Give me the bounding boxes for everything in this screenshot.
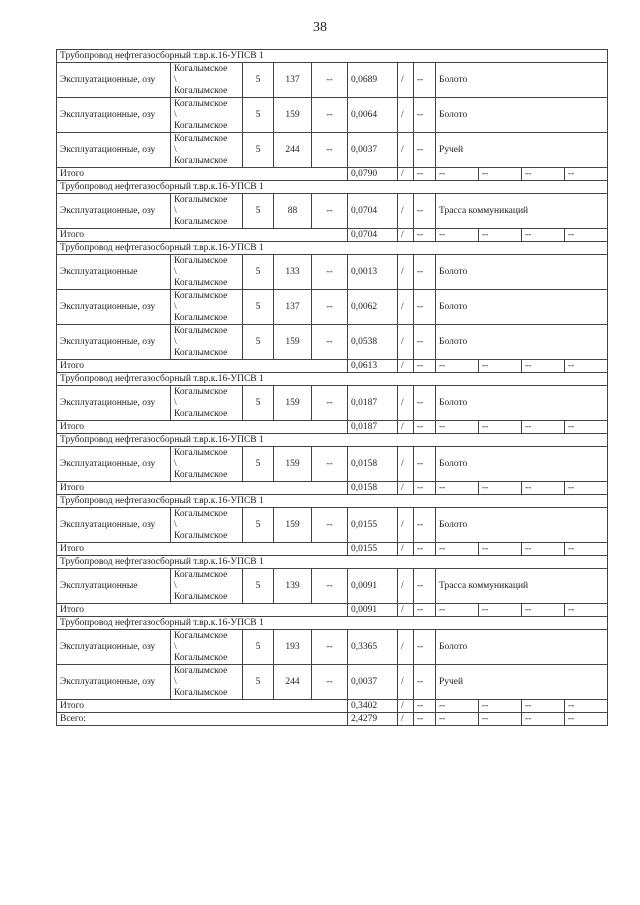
slash: / xyxy=(398,665,414,700)
grand-total-value: 2,4279 xyxy=(348,713,398,726)
slash: / xyxy=(398,447,414,482)
col3-value: 5 xyxy=(243,133,274,168)
col5-value: -- xyxy=(312,386,348,421)
dash-cell: -- xyxy=(414,290,436,325)
region-text: \ xyxy=(174,74,177,85)
land-type: Трасса коммуникаций xyxy=(436,194,608,229)
col3-value: 5 xyxy=(243,63,274,98)
land-type: Болото xyxy=(436,63,608,98)
col5-value: -- xyxy=(312,290,348,325)
col3-value: 5 xyxy=(243,569,274,604)
dash-cell: -- xyxy=(436,543,479,556)
plot-number: 137 xyxy=(274,63,312,98)
col5-value: -- xyxy=(312,63,348,98)
dash-cell: -- xyxy=(565,482,608,495)
area-value: 0,3365 xyxy=(348,630,398,665)
col5-value: -- xyxy=(312,255,348,290)
col5-value: -- xyxy=(312,325,348,360)
pipeline-header-row xyxy=(57,181,608,194)
pipeline-header-row xyxy=(57,373,608,386)
pipeline-title: Трубопровод нефтегазосборный т.вр.к.16-УПСВ 1 xyxy=(57,50,608,63)
dash-cell: -- xyxy=(414,713,436,726)
table-row xyxy=(57,290,608,325)
dash-cell: -- xyxy=(436,229,479,242)
dash-cell: -- xyxy=(565,604,608,617)
col3-value: 5 xyxy=(243,290,274,325)
total-row xyxy=(57,229,608,242)
area-value: 0,0155 xyxy=(348,508,398,543)
table-row xyxy=(57,386,608,421)
dash-cell: -- xyxy=(522,360,565,373)
total-row xyxy=(57,543,608,556)
plot-number: 244 xyxy=(274,133,312,168)
slash: / xyxy=(398,421,414,434)
dash-cell: -- xyxy=(414,604,436,617)
region-text: Когалымское xyxy=(174,687,228,698)
region-text: \ xyxy=(174,205,177,216)
col5-value: -- xyxy=(312,569,348,604)
region-text: \ xyxy=(174,144,177,155)
land-type: Болото xyxy=(436,630,608,665)
dash-cell: -- xyxy=(436,168,479,181)
col5-value: -- xyxy=(312,98,348,133)
region-text: \ xyxy=(174,676,177,687)
region-cell xyxy=(171,194,243,229)
dash-cell: -- xyxy=(414,386,436,421)
slash: / xyxy=(398,713,414,726)
area-value: 0,0538 xyxy=(348,325,398,360)
total-label: Итого xyxy=(57,229,348,242)
plot-number: 193 xyxy=(274,630,312,665)
dash-cell: -- xyxy=(414,98,436,133)
slash: / xyxy=(398,63,414,98)
region-text: Когалымское xyxy=(174,290,228,301)
table-row xyxy=(57,630,608,665)
dash-cell: -- xyxy=(414,421,436,434)
land-category: Эксплуатационные, озу xyxy=(57,665,171,700)
pipeline-title: Трубопровод нефтегазосборный т.вр.к.16-УПСВ 1 xyxy=(57,181,608,194)
region-cell xyxy=(171,665,243,700)
land-category: Эксплуатационные xyxy=(57,255,171,290)
total-row xyxy=(57,360,608,373)
dash-cell: -- xyxy=(436,700,479,713)
area-value: 0,0064 xyxy=(348,98,398,133)
table-row xyxy=(57,325,608,360)
region-text: Когалымское xyxy=(174,386,228,397)
pipeline-header-row xyxy=(57,434,608,447)
total-value: 0,3402 xyxy=(348,700,398,713)
area-value: 0,0091 xyxy=(348,569,398,604)
region-cell xyxy=(171,255,243,290)
region-text: Когалымское xyxy=(174,325,228,336)
area-value: 0,0704 xyxy=(348,194,398,229)
col3-value: 5 xyxy=(243,665,274,700)
land-category: Эксплуатационные, озу xyxy=(57,98,171,133)
dash-cell: -- xyxy=(522,482,565,495)
region-text: Когалымское xyxy=(174,408,228,419)
col5-value: -- xyxy=(312,665,348,700)
region-cell xyxy=(171,290,243,325)
region-text: Когалымское xyxy=(174,155,228,166)
table-row xyxy=(57,569,608,604)
area-value: 0,0158 xyxy=(348,447,398,482)
dash-cell: -- xyxy=(414,700,436,713)
total-label: Итого xyxy=(57,604,348,617)
land-category: Эксплуатационные, озу xyxy=(57,508,171,543)
pipeline-title: Трубопровод нефтегазосборный т.вр.к.16-УПСВ 1 xyxy=(57,242,608,255)
plot-number: 159 xyxy=(274,98,312,133)
land-category: Эксплуатационные, озу xyxy=(57,447,171,482)
land-type: Болото xyxy=(436,325,608,360)
plot-number: 159 xyxy=(274,447,312,482)
region-text: \ xyxy=(174,397,177,408)
dash-cell: -- xyxy=(414,447,436,482)
total-value: 0,0704 xyxy=(348,229,398,242)
region-text: Когалымское xyxy=(174,312,228,323)
land-category: Эксплуатационные, озу xyxy=(57,630,171,665)
plot-number: 244 xyxy=(274,665,312,700)
dash-cell: -- xyxy=(479,360,522,373)
dash-cell: -- xyxy=(565,421,608,434)
table-row xyxy=(57,63,608,98)
total-row xyxy=(57,168,608,181)
region-cell xyxy=(171,133,243,168)
dash-cell: -- xyxy=(479,543,522,556)
pipeline-header-row xyxy=(57,556,608,569)
slash: / xyxy=(398,168,414,181)
dash-cell: -- xyxy=(414,255,436,290)
table-row xyxy=(57,508,608,543)
region-text: Когалымское xyxy=(174,98,228,109)
plot-number: 88 xyxy=(274,194,312,229)
dash-cell: -- xyxy=(414,229,436,242)
land-category: Эксплуатационные, озу xyxy=(57,194,171,229)
total-label: Итого xyxy=(57,543,348,556)
pipeline-header-row xyxy=(57,617,608,630)
region-text: Когалымское xyxy=(174,591,228,602)
region-text: Когалымское xyxy=(174,120,228,131)
pipeline-title: Трубопровод нефтегазосборный т.вр.к.16-УПСВ 1 xyxy=(57,495,608,508)
total-label: Итого xyxy=(57,421,348,434)
region-cell xyxy=(171,98,243,133)
region-text: \ xyxy=(174,336,177,347)
region-text: \ xyxy=(174,458,177,469)
region-text: Когалымское xyxy=(174,347,228,358)
col3-value: 5 xyxy=(243,447,274,482)
region-text: Когалымское xyxy=(174,469,228,480)
dash-cell: -- xyxy=(522,421,565,434)
region-text: Когалымское xyxy=(174,85,228,96)
pipeline-title: Трубопровод нефтегазосборный т.вр.к.16-УПСВ 1 xyxy=(57,373,608,386)
region-cell xyxy=(171,325,243,360)
dash-cell: -- xyxy=(479,421,522,434)
pipeline-title: Трубопровод нефтегазосборный т.вр.к.16-УПСВ 1 xyxy=(57,556,608,569)
region-text: Когалымское xyxy=(174,194,228,205)
slash: / xyxy=(398,360,414,373)
region-cell xyxy=(171,569,243,604)
dash-cell: -- xyxy=(522,543,565,556)
grand-total-row xyxy=(57,713,608,726)
dash-cell: -- xyxy=(522,168,565,181)
slash: / xyxy=(398,543,414,556)
plot-number: 139 xyxy=(274,569,312,604)
dash-cell: -- xyxy=(414,133,436,168)
dash-cell: -- xyxy=(479,713,522,726)
region-text: Когалымское xyxy=(174,508,228,519)
dash-cell: -- xyxy=(414,360,436,373)
land-category: Эксплуатационные, озу xyxy=(57,290,171,325)
dash-cell: -- xyxy=(479,168,522,181)
region-text: Когалымское xyxy=(174,63,228,74)
col3-value: 5 xyxy=(243,630,274,665)
slash: / xyxy=(398,255,414,290)
total-row xyxy=(57,482,608,495)
land-type: Болото xyxy=(436,508,608,543)
dash-cell: -- xyxy=(479,604,522,617)
dash-cell: -- xyxy=(414,569,436,604)
slash: / xyxy=(398,194,414,229)
slash: / xyxy=(398,508,414,543)
col5-value: -- xyxy=(312,133,348,168)
total-label: Итого xyxy=(57,360,348,373)
land-category: Эксплуатационные xyxy=(57,569,171,604)
area-value: 0,0037 xyxy=(348,665,398,700)
region-cell xyxy=(171,508,243,543)
table-row xyxy=(57,447,608,482)
total-value: 0,0155 xyxy=(348,543,398,556)
region-text: Когалымское xyxy=(174,530,228,541)
slash: / xyxy=(398,290,414,325)
region-text: Когалымское xyxy=(174,133,228,144)
area-value: 0,0689 xyxy=(348,63,398,98)
col5-value: -- xyxy=(312,508,348,543)
total-value: 0,0091 xyxy=(348,604,398,617)
total-row xyxy=(57,604,608,617)
land-plots-table xyxy=(56,49,608,726)
land-type: Болото xyxy=(436,98,608,133)
grand-total-label: Всего: xyxy=(57,713,348,726)
col3-value: 5 xyxy=(243,98,274,133)
dash-cell: -- xyxy=(479,700,522,713)
pipeline-header-row xyxy=(57,495,608,508)
land-type: Болото xyxy=(436,386,608,421)
dash-cell: -- xyxy=(565,543,608,556)
total-value: 0,0187 xyxy=(348,421,398,434)
region-text: Когалымское xyxy=(174,630,228,641)
table-row xyxy=(57,133,608,168)
pipeline-title: Трубопровод нефтегазосборный т.вр.к.16-УПСВ 1 xyxy=(57,617,608,630)
area-value: 0,0037 xyxy=(348,133,398,168)
plot-number: 133 xyxy=(274,255,312,290)
land-category: Эксплуатационные, озу xyxy=(57,63,171,98)
slash: / xyxy=(398,700,414,713)
dash-cell: -- xyxy=(436,713,479,726)
dash-cell: -- xyxy=(565,360,608,373)
total-label: Итого xyxy=(57,168,348,181)
pipeline-header-row xyxy=(57,242,608,255)
table-row xyxy=(57,194,608,229)
land-type: Трасса коммуникаций xyxy=(436,569,608,604)
dash-cell: -- xyxy=(565,168,608,181)
col3-value: 5 xyxy=(243,325,274,360)
total-label: Итого xyxy=(57,482,348,495)
dash-cell: -- xyxy=(522,604,565,617)
slash: / xyxy=(398,133,414,168)
page-number: 38 xyxy=(313,20,327,35)
region-text: \ xyxy=(174,641,177,652)
region-text: \ xyxy=(174,580,177,591)
dash-cell: -- xyxy=(522,229,565,242)
total-value: 0,0613 xyxy=(348,360,398,373)
dash-cell: -- xyxy=(522,700,565,713)
dash-cell: -- xyxy=(414,168,436,181)
col5-value: -- xyxy=(312,194,348,229)
land-type: Болото xyxy=(436,290,608,325)
region-text: Когалымское xyxy=(174,665,228,676)
dash-cell: -- xyxy=(414,194,436,229)
region-text: Когалымское xyxy=(174,447,228,458)
land-type: Болото xyxy=(436,255,608,290)
total-row xyxy=(57,421,608,434)
plot-number: 159 xyxy=(274,386,312,421)
land-category: Эксплуатационные, озу xyxy=(57,386,171,421)
pipeline-title: Трубопровод нефтегазосборный т.вр.к.16-УПСВ 1 xyxy=(57,434,608,447)
plot-number: 159 xyxy=(274,508,312,543)
land-type: Ручей xyxy=(436,665,608,700)
slash: / xyxy=(398,604,414,617)
col3-value: 5 xyxy=(243,508,274,543)
slash: / xyxy=(398,98,414,133)
region-cell xyxy=(171,630,243,665)
dash-cell: -- xyxy=(414,325,436,360)
col3-value: 5 xyxy=(243,255,274,290)
region-text: \ xyxy=(174,109,177,120)
plot-number: 159 xyxy=(274,325,312,360)
area-value: 0,0013 xyxy=(348,255,398,290)
region-text: Когалымское xyxy=(174,216,228,227)
slash: / xyxy=(398,229,414,242)
region-cell xyxy=(171,447,243,482)
dash-cell: -- xyxy=(436,482,479,495)
region-text: Когалымское xyxy=(174,255,228,266)
dash-cell: -- xyxy=(565,229,608,242)
col3-value: 5 xyxy=(243,386,274,421)
dash-cell: -- xyxy=(565,713,608,726)
dash-cell: -- xyxy=(479,482,522,495)
dash-cell: -- xyxy=(436,421,479,434)
pipeline-header-row xyxy=(57,50,608,63)
slash: / xyxy=(398,325,414,360)
land-category: Эксплуатационные, озу xyxy=(57,133,171,168)
slash: / xyxy=(398,630,414,665)
land-category: Эксплуатационные, озу xyxy=(57,325,171,360)
slash: / xyxy=(398,569,414,604)
total-value: 0,0790 xyxy=(348,168,398,181)
plot-number: 137 xyxy=(274,290,312,325)
slash: / xyxy=(398,482,414,495)
total-row xyxy=(57,700,608,713)
area-value: 0,0187 xyxy=(348,386,398,421)
table-row xyxy=(57,665,608,700)
dash-cell: -- xyxy=(414,665,436,700)
col3-value: 5 xyxy=(243,194,274,229)
table-row xyxy=(57,255,608,290)
land-type: Ручей xyxy=(436,133,608,168)
region-text: Когалымское xyxy=(174,277,228,288)
area-value: 0,0062 xyxy=(348,290,398,325)
dash-cell: -- xyxy=(414,482,436,495)
region-cell xyxy=(171,63,243,98)
dash-cell: -- xyxy=(522,713,565,726)
slash: / xyxy=(398,386,414,421)
dash-cell: -- xyxy=(414,508,436,543)
region-cell xyxy=(171,386,243,421)
col5-value: -- xyxy=(312,447,348,482)
region-text: Когалымское xyxy=(174,569,228,580)
col5-value: -- xyxy=(312,630,348,665)
region-text: \ xyxy=(174,519,177,530)
table-row xyxy=(57,98,608,133)
total-label: Итого xyxy=(57,700,348,713)
dash-cell: -- xyxy=(436,360,479,373)
dash-cell: -- xyxy=(414,630,436,665)
region-text: \ xyxy=(174,266,177,277)
total-value: 0,0158 xyxy=(348,482,398,495)
land-type: Болото xyxy=(436,447,608,482)
region-text: Когалымское xyxy=(174,652,228,663)
dash-cell: -- xyxy=(565,700,608,713)
dash-cell: -- xyxy=(414,63,436,98)
region-text: \ xyxy=(174,301,177,312)
dash-cell: -- xyxy=(479,229,522,242)
dash-cell: -- xyxy=(436,604,479,617)
dash-cell: -- xyxy=(414,543,436,556)
